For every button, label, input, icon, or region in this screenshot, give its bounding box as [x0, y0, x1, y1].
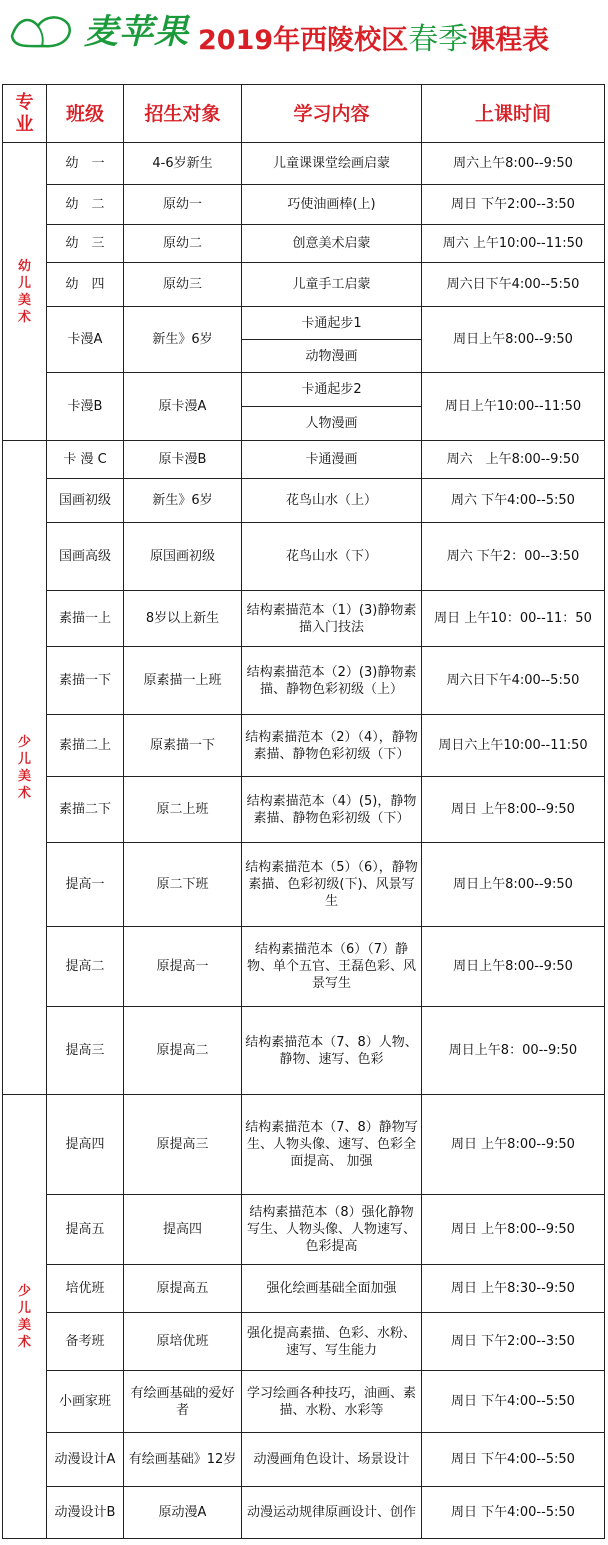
class-cell: 动漫设计B [47, 1487, 124, 1539]
table-header-row [3, 85, 605, 143]
content-cell: 创意美术启蒙 [242, 225, 422, 263]
content-cell: 结构素描范本（1）(3)静物素描入门技法 [242, 591, 422, 647]
time-cell: 周日六上午10:00--11:50 [422, 715, 605, 777]
time-cell: 周日 下午2:00--3:50 [422, 1313, 605, 1371]
content-cell: 结构素描范本（6）（7）静物、单个五官、王磊色彩、风景写生 [242, 927, 422, 1007]
title-spring: 春季 [408, 22, 469, 57]
target-cell: 原卡漫B [124, 441, 242, 479]
major-cell: 少 儿 美 术 [3, 1095, 47, 1539]
table-row [3, 927, 605, 1007]
table-row [3, 479, 605, 523]
time-cell: 周日 上午10：00--11：50 [422, 591, 605, 647]
target-cell: 原提高一 [124, 927, 242, 1007]
title-prefix: 2019年西陵校区 [198, 25, 409, 56]
content-cell: 卡通漫画 [242, 441, 422, 479]
content-cell: 结构素描范本（2）(3)静物素描、静物色彩初级（上） [242, 647, 422, 715]
table-row [3, 523, 605, 591]
target-cell: 有绘画基础的爱好者 [124, 1371, 242, 1433]
title-suffix: 课程表 [468, 25, 550, 56]
table-row [3, 185, 605, 225]
time-cell: 周日 上午8:30--9:50 [422, 1265, 605, 1313]
class-cell: 提高一 [47, 843, 124, 927]
class-cell: 幼 四 [47, 263, 124, 307]
target-cell: 原培优班 [124, 1313, 242, 1371]
schedule-table [2, 84, 605, 1539]
class-cell: 动漫设计A [47, 1433, 124, 1487]
time-cell: 周六 下午2：00--3:50 [422, 523, 605, 591]
target-cell: 8岁以上新生 [124, 591, 242, 647]
class-cell: 提高五 [47, 1195, 124, 1265]
content-cell: 结构素描范本（7、8）静物写生、人物头像、速写、色彩全面提高、 加强 [242, 1095, 422, 1195]
logo-icon [8, 12, 78, 52]
class-cell: 备考班 [47, 1313, 124, 1371]
table-row [3, 843, 605, 927]
class-cell: 幼 一 [47, 143, 124, 185]
content-cell: 卡通起步2 [242, 373, 422, 407]
table-row [3, 1195, 605, 1265]
table-row [3, 1433, 605, 1487]
content-cell: 结构素描范本（5）（6），静物素描、色彩初级(下)、风景写生 [242, 843, 422, 927]
target-cell: 提高四 [124, 1195, 242, 1265]
content-cell: 强化绘画基础全面加强 [242, 1265, 422, 1313]
table-row [3, 225, 605, 263]
time-cell: 周日 上午8:00--9:50 [422, 1095, 605, 1195]
table-row [3, 1095, 605, 1195]
target-cell: 原国画初级 [124, 523, 242, 591]
class-cell: 卡 漫 C [47, 441, 124, 479]
target-cell: 原卡漫A [124, 373, 242, 441]
table-row [3, 441, 605, 479]
content-cell: 强化提高素描、色彩、水粉、速写、写生能力 [242, 1313, 422, 1371]
table-row [3, 777, 605, 843]
class-cell: 国画高级 [47, 523, 124, 591]
time-cell: 周六上午8:00--9:50 [422, 143, 605, 185]
target-cell: 原提高二 [124, 1007, 242, 1095]
content-cell: 结构素描范本（8）强化静物写生、人物头像、人物速写、色彩提高 [242, 1195, 422, 1265]
column-header: 上课时间 [422, 85, 605, 143]
time-cell: 周日上午8:00--9:50 [422, 307, 605, 373]
time-cell: 周日 下午4:00--5:50 [422, 1371, 605, 1433]
page-title [198, 14, 549, 58]
target-cell: 原幼三 [124, 263, 242, 307]
target-cell: 原幼二 [124, 225, 242, 263]
column-header: 招生对象 [124, 85, 242, 143]
table-row [3, 1313, 605, 1371]
class-cell: 幼 三 [47, 225, 124, 263]
class-cell: 小画家班 [47, 1371, 124, 1433]
content-cell: 动物漫画 [242, 340, 422, 373]
content-cell: 学习绘画各种技巧，油画、素描、水粉、水彩等 [242, 1371, 422, 1433]
column-header: 专 业 [3, 85, 47, 143]
class-cell: 素描一下 [47, 647, 124, 715]
time-cell: 周日上午8:00--9:50 [422, 843, 605, 927]
column-header: 班级 [47, 85, 124, 143]
target-cell: 有绘画基础》12岁 [124, 1433, 242, 1487]
content-cell: 动漫运动规律原画设计、创作 [242, 1487, 422, 1539]
target-cell: 原素描一上班 [124, 647, 242, 715]
class-cell: 提高三 [47, 1007, 124, 1095]
content-cell: 花鸟山水（上） [242, 479, 422, 523]
time-cell: 周六 上午8:00--9:50 [422, 441, 605, 479]
content-cell: 卡通起步1 [242, 307, 422, 340]
major-cell: 幼 儿 美 术 [3, 143, 47, 441]
target-cell: 原提高三 [124, 1095, 242, 1195]
time-cell: 周六日下午4:00--5:50 [422, 263, 605, 307]
target-cell: 4-6岁新生 [124, 143, 242, 185]
content-cell: 巧使油画棒(上) [242, 185, 422, 225]
class-cell: 提高四 [47, 1095, 124, 1195]
content-cell: 花鸟山水（下） [242, 523, 422, 591]
class-cell: 素描二上 [47, 715, 124, 777]
target-cell: 新生》6岁 [124, 479, 242, 523]
class-cell: 培优班 [47, 1265, 124, 1313]
content-cell: 儿童课课堂绘画启蒙 [242, 143, 422, 185]
time-cell: 周六 上午10:00--11:50 [422, 225, 605, 263]
major-cell: 少 儿 美 术 [3, 441, 47, 1095]
table-row [3, 1007, 605, 1095]
table-row [3, 307, 605, 340]
table-row [3, 715, 605, 777]
column-header: 学习内容 [242, 85, 422, 143]
target-cell: 原二上班 [124, 777, 242, 843]
target-cell: 原提高五 [124, 1265, 242, 1313]
target-cell: 原素描一下 [124, 715, 242, 777]
header [0, 0, 608, 66]
table-row [3, 1487, 605, 1539]
content-cell: 结构素描范本（4）(5)，静物素描、静物色彩初级（下） [242, 777, 422, 843]
brand-name: 麦苹果 [84, 12, 189, 52]
time-cell: 周日 上午8:00--9:50 [422, 777, 605, 843]
target-cell: 原动漫A [124, 1487, 242, 1539]
table-row [3, 373, 605, 407]
class-cell: 幼 二 [47, 185, 124, 225]
class-cell: 卡漫A [47, 307, 124, 373]
time-cell: 周日 下午4:00--5:50 [422, 1487, 605, 1539]
time-cell: 周六 下午4:00--5:50 [422, 479, 605, 523]
class-cell: 提高二 [47, 927, 124, 1007]
table-row [3, 647, 605, 715]
content-cell: 结构素描范本（2）（4），静物素描、静物色彩初级（下） [242, 715, 422, 777]
content-cell: 结构素描范本（7、8）人物、静物、速写、色彩 [242, 1007, 422, 1095]
time-cell: 周日 下午2:00--3:50 [422, 185, 605, 225]
table-row [3, 591, 605, 647]
time-cell: 周日 下午4:00--5:50 [422, 1433, 605, 1487]
class-cell: 卡漫B [47, 373, 124, 441]
content-cell: 人物漫画 [242, 407, 422, 441]
class-cell: 素描一上 [47, 591, 124, 647]
table-row [3, 1265, 605, 1313]
time-cell: 周六日下午4:00--5:50 [422, 647, 605, 715]
time-cell: 周日上午8：00--9:50 [422, 1007, 605, 1095]
time-cell: 周日 上午8:00--9:50 [422, 1195, 605, 1265]
content-cell: 动漫画角色设计、场景设计 [242, 1433, 422, 1487]
class-cell: 素描二下 [47, 777, 124, 843]
table-row [3, 263, 605, 307]
class-cell: 国画初级 [47, 479, 124, 523]
target-cell: 新生》6岁 [124, 307, 242, 373]
table-row [3, 1371, 605, 1433]
target-cell: 原二下班 [124, 843, 242, 927]
target-cell: 原幼一 [124, 185, 242, 225]
time-cell: 周日上午10:00--11:50 [422, 373, 605, 441]
table-row [3, 143, 605, 185]
time-cell: 周日上午8:00--9:50 [422, 927, 605, 1007]
content-cell: 儿童手工启蒙 [242, 263, 422, 307]
